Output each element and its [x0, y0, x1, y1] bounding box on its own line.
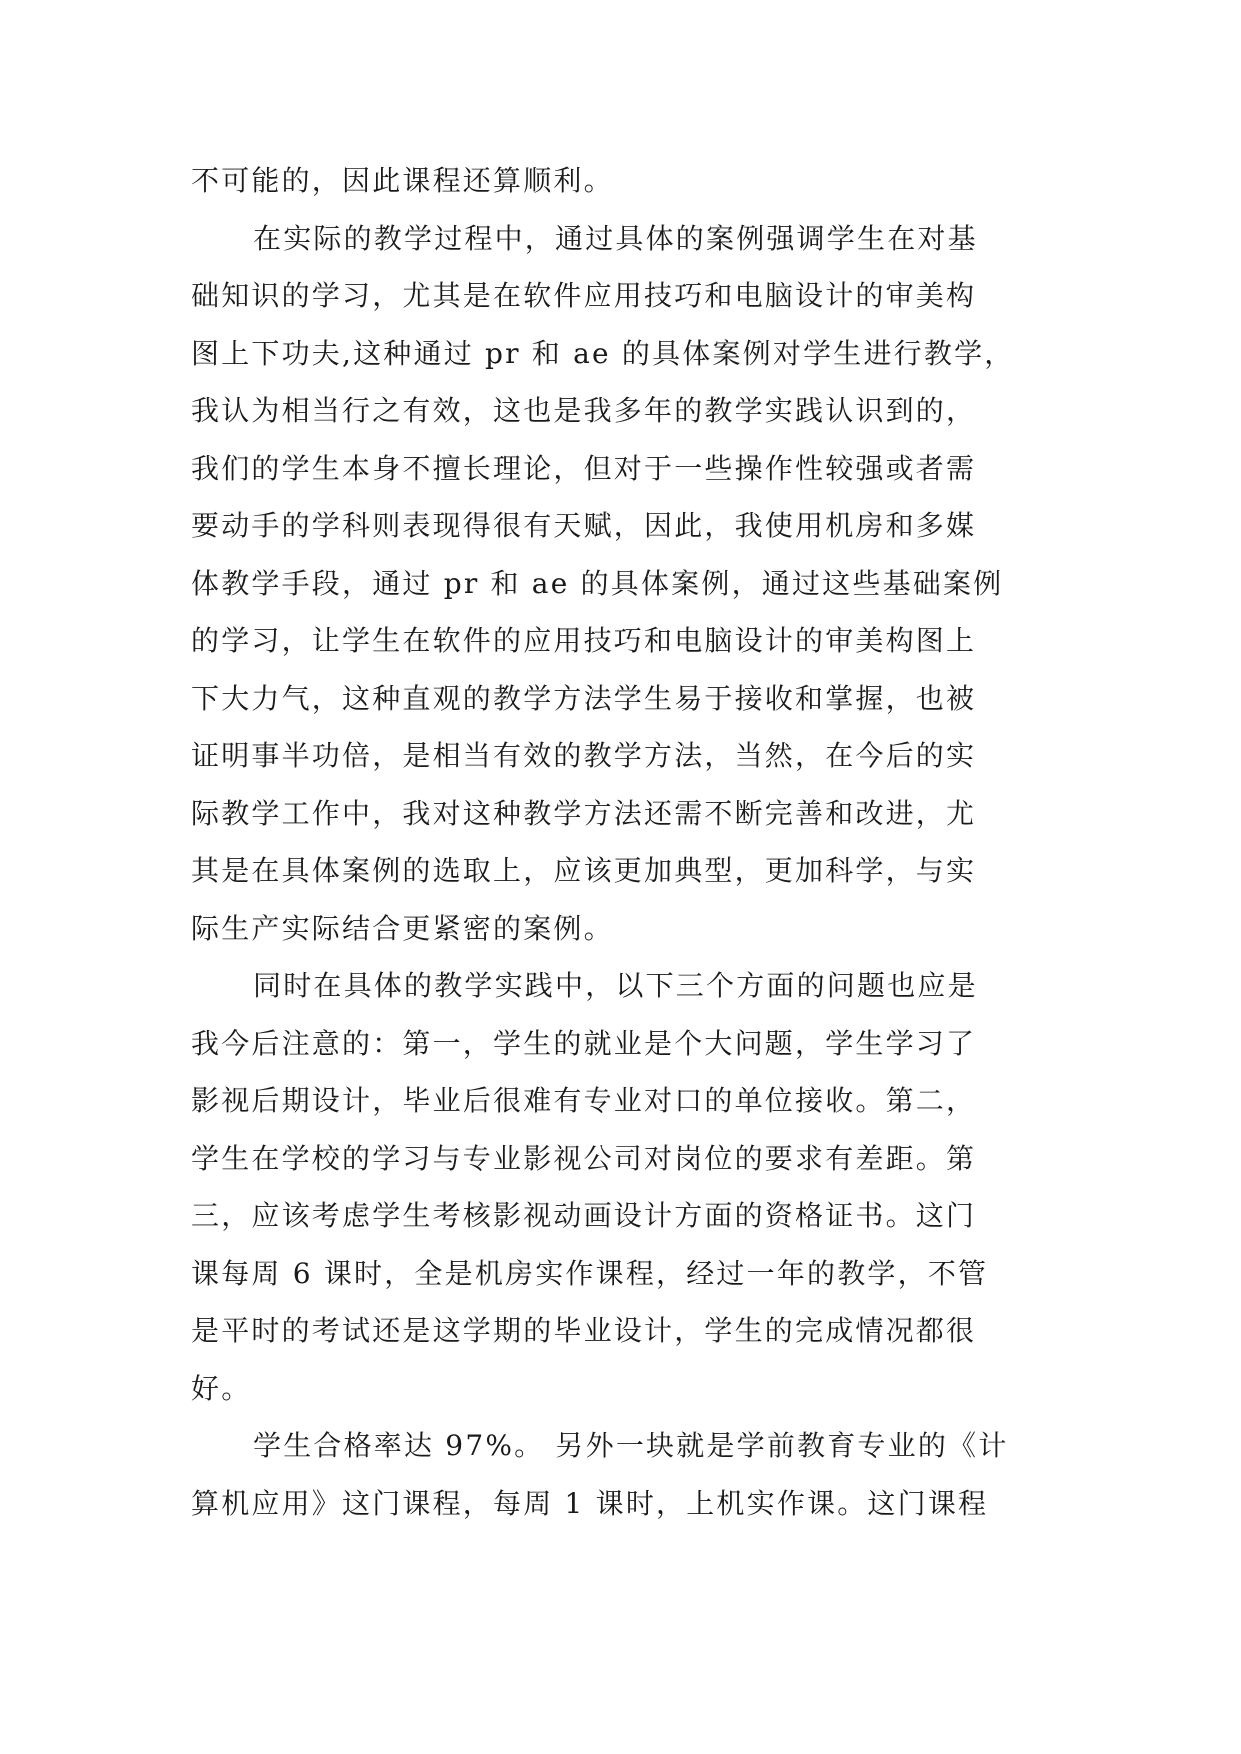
text-line: 影视后期设计，毕业后很难有专业对口的单位接收。第二，	[191, 1084, 977, 1117]
text-line: 体教学手段，通过 pr 和 ae 的具体案例，通过这些基础案例	[191, 566, 1004, 600]
text-line: 算机应用》这门课程，每周 1 课时，上机实作课。这门课程	[191, 1486, 989, 1520]
text-line: 三，应该考虑学生考核影视动画设计方面的资格证书。这门	[191, 1199, 977, 1232]
text-line: 际生产实际结合更紧密的案例。	[191, 911, 614, 945]
text-line: 我们的学生本身不擅长理论，但对于一些操作性较强或者需	[191, 451, 977, 485]
text-line: 学生合格率达 97%。 另外一块就是学前教育专业的《计	[253, 1429, 1009, 1462]
text-line: 学生在学校的学习与专业影视公司对岗位的要求有差距。第	[191, 1141, 977, 1175]
text-line: 础知识的学习，尤其是在软件应用技巧和电脑设计的审美构	[191, 279, 977, 312]
text-line: 的学习，让学生在软件的应用技巧和电脑设计的审美构图上	[191, 624, 977, 657]
text-line: 图上下功夫,这种通过 pr 和 ae 的具体案例对学生进行教学，	[191, 336, 1015, 370]
text-line: 际教学工作中，我对这种教学方法还需不断完善和改进，尤	[191, 796, 977, 830]
text-line: 我今后注意的：第一，学生的就业是个大问题，学生学习了	[191, 1026, 977, 1060]
text-line: 其是在具体案例的选取上，应该更加典型，更加科学，与实	[191, 854, 977, 887]
paragraph	[191, 957, 1051, 1417]
text-line: 同时在具体的教学实践中，以下三个方面的问题也应是	[253, 969, 978, 1002]
text-line: 是平时的考试还是这学期的毕业设计，学生的完成情况都很	[191, 1314, 977, 1347]
text-line: 下大力气，这种直观的教学方法学生易于接收和掌握，也被	[191, 681, 977, 715]
text-line: 课每周 6 课时，全是机房实作课程，经过一年的教学，不管	[191, 1256, 989, 1290]
text-line: 要动手的学科则表现得很有天赋，因此，我使用机房和多媒	[191, 509, 977, 542]
paragraph	[191, 1417, 1051, 1532]
document-body	[191, 152, 1051, 1532]
text-line: 在实际的教学过程中，通过具体的案例强调学生在对基	[253, 221, 978, 255]
paragraph	[191, 210, 1051, 958]
text-line: 我认为相当行之有效，这也是我多年的教学实践认识到的，	[191, 394, 977, 427]
paragraph	[191, 152, 1051, 210]
text-line: 证明事半功倍，是相当有效的教学方法，当然，在今后的实	[191, 739, 977, 772]
text-line: 好。	[191, 1371, 252, 1405]
text-line: 不可能的，因此课程还算顺利。	[191, 164, 614, 197]
